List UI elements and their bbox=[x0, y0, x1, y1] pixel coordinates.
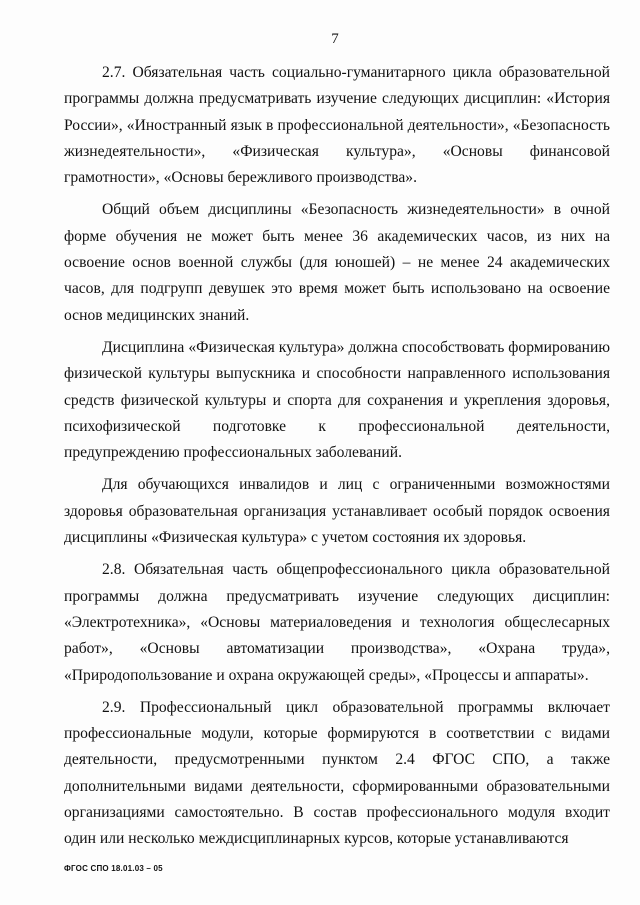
document-body bbox=[64, 60, 610, 853]
page-number: 7 bbox=[331, 31, 339, 47]
footer-document-code: ФГОС СПО 18.01.03 – 05 bbox=[64, 864, 163, 873]
paragraph-disabled-students: Для обучающихся инвалидов и лиц с ограниченными возможностями здоровья образовательная организация устанавливает особый порядок освоения дисциплины «Физическая культура» с учетом состояния их здоровья. bbox=[64, 476, 610, 547]
paragraph-2-9: 2.9. Профессиональный цикл образовательной программы включает профессиональные модули, которые формируются в соответствии с видами деятельности, предусмотренными пунктом 2.4 ФГОС СПО, а также дополнительными видами деятельности, сформированными образовательными организациями самостоятельно. В состав профессионального модуля входит один или несколько междисциплинарных курсов, которые устанавливаются bbox=[64, 698, 610, 848]
paragraph-safety-hours: Общий объем дисциплины «Безопасность жизнедеятельности» в очной форме обучения не может быть менее 36 академических часов, из них на освоение основ военной службы (для юношей) – не менее 24 академических часов, для подгрупп девушек это время может быть использовано на освоение основ медицинских знаний. bbox=[64, 201, 610, 324]
paragraph-2-8: 2.8. Обязательная часть общепрофессионального цикла образовательной программы должна предусматривать изучение следующих дисциплин: «Электротехника», «Основы материаловедения и технология общеслесарных работ», «Основы автоматизации производства», «Охрана труда», «Природопользование и охрана окружающей среды», «Процессы и аппараты». bbox=[64, 561, 610, 684]
paragraph-2-7: 2.7. Обязательная часть социально-гуманитарного цикла образовательной программы должна предусматривать изучение следующих дисциплин: «История России», «Иностранный язык в профессиональной деятельности», «Безопасность жизнедеятельности», «Физическая культура», «Основы финансовой грамотности», «Основы бережливого производства». bbox=[64, 64, 610, 187]
paragraph-physical-culture: Дисциплина «Физическая культура» должна способствовать формированию физической культуры выпускника и способности направленного использования средств физической культуры и спорта для сохранения и укрепления здоровья, психофизической подготовке к профессиональной деятельности, предупреждению профессиональных заболеваний. bbox=[64, 338, 610, 462]
